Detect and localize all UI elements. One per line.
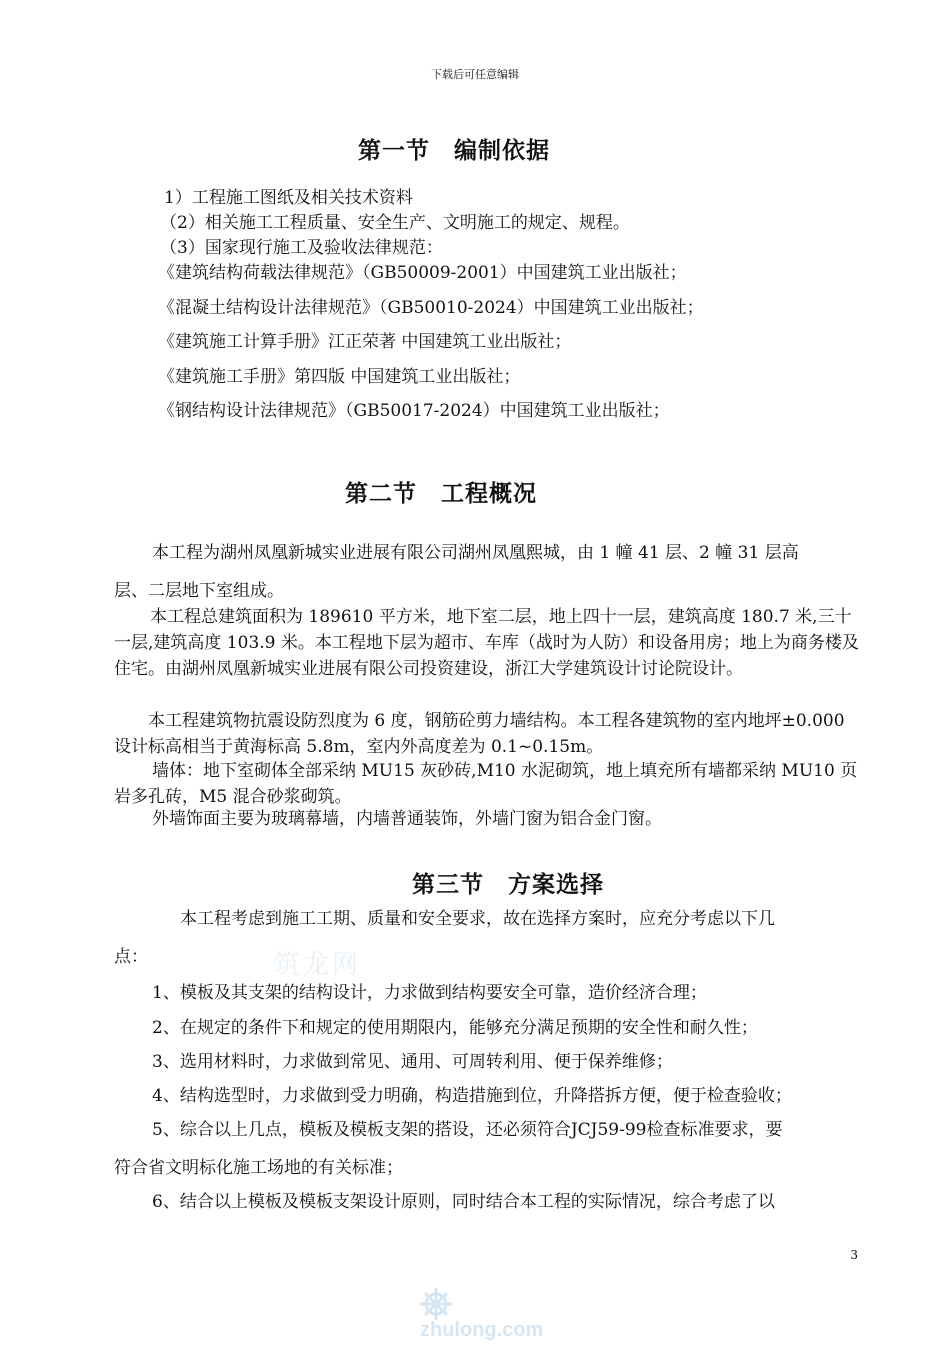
section1-item-4: 《建筑结构荷载法律规范》（GB50009-2001）中国建筑工业出版社； (158, 263, 687, 283)
watermark-logo-text: zhulong.com (420, 1319, 544, 1341)
section3-item-5-line1: 5、综合以上几点，模板及模板支架的搭设，还必须符合JCJ59-99检查标准要求，要 (152, 1120, 783, 1140)
section3-item-2: 2、在规定的条件下和规定的使用期限内，能够充分满足预期的安全性和耐久性； (152, 1018, 758, 1038)
section2-p5: 外墙饰面主要为玻璃幕墙，内墙普通装饰，外墙门窗为铝合金门窗。 (152, 809, 662, 829)
section2-p1-line1: 本工程为湖州凤凰新城实业进展有限公司湖州凤凰熙城，由 1 幢 41 层、2 幢 31 层高 (152, 543, 799, 563)
section1-item-6: 《建筑施工计算手册》江正荣著 中国建筑工业出版社； (158, 332, 572, 352)
section3-intro-line1: 本工程考虑到施工工期、质量和安全要求，故在选择方案时，应充分考虑以下几 (180, 909, 775, 929)
section3-title: 第三节 方案选择 (412, 871, 604, 898)
section1-item-5: 《混凝土结构设计法律规范》（GB50010-2024）中国建筑工业出版社； (158, 298, 704, 318)
section2-p4: 墙体：地下室砌体全部采纳 MU15 灰砂砖,M10 水泥砌筑，地上填充所有墙都采纳 MU10 页岩多孔砖，M5 混合砂浆砌筑。 (114, 761, 858, 807)
section1-item-7: 《建筑施工手册》第四版 中国建筑工业出版社； (158, 367, 521, 387)
page-number: 3 (850, 1248, 858, 1262)
section3-intro-line2: 点： (114, 947, 148, 967)
section3-item-6-line1: 6、结合以上模板及模板支架设计原则，同时结合本工程的实际情况，综合考虑了以 (152, 1192, 775, 1212)
section2-p1-line2: 层、二层地下室组成。 (114, 581, 284, 601)
section1-item-2: （2）相关施工工程质量、安全生产、文明施工的规定、规程。 (160, 213, 630, 233)
section1-item-3: （3）国家现行施工及验收法律规范： (160, 238, 443, 258)
zhulong-logo-icon (396, 1282, 596, 1342)
section3-item-1: 1、模板及其支架的结构设计，力求做到结构要安全可靠，造价经济合理； (152, 983, 707, 1003)
section2-p3: 本工程建筑物抗震设防烈度为 6 度，钢筋砼剪力墙结构。本工程各建筑物的室内地坪±0.000 设计标高相当于黄海标高 5.8m，室内外高度差为 0.1~0.15m。 (114, 711, 845, 757)
section3-item-3: 3、选用材料时，力求做到常见、通用、可周转利用、便于保养维修； (152, 1052, 673, 1072)
section1-item-1: 1）工程施工图纸及相关技术资料 (164, 188, 413, 208)
header-note: 下载后可任意编辑 (431, 68, 519, 81)
section2-p2: 本工程总建筑面积为 189610 平方米，地下室二层，地上四十一层，建筑高度 180.7 米,三十一层,建筑高度 103.9 米。本工程地下层为超市、车库（战时为人防）和设备用房；地上为商务楼及住宅。由湖州凤凰新城实业进展有限公司投资建设，浙江大学建筑设计讨论院设计。 (114, 607, 859, 679)
section1-title: 第一节 编制依据 (358, 137, 550, 164)
watermark-logo (396, 1282, 596, 1342)
watermark-text: 筑龙网 (274, 950, 362, 980)
section2-title: 第二节 工程概况 (345, 480, 537, 507)
section3-item-5-line2: 符合省文明标化施工场地的有关标准； (114, 1158, 403, 1178)
section3-item-4: 4、结构选型时，力求做到受力明确，构造措施到位，升降搭拆方便，便于检查验收； (152, 1086, 792, 1106)
section1-item-8: 《钢结构设计法律规范》（GB50017-2024）中国建筑工业出版社； (158, 401, 670, 421)
